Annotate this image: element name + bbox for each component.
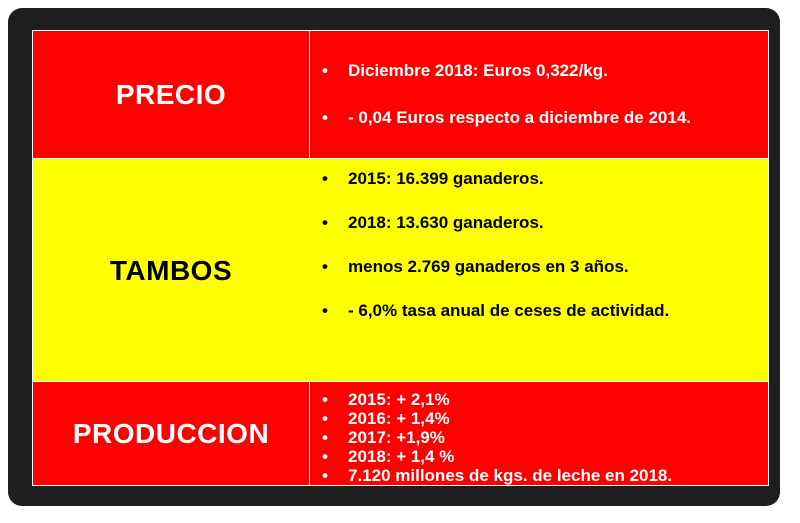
content-tambos — [310, 159, 768, 382]
row-tambos — [33, 159, 768, 382]
bullet-icon: • — [322, 466, 328, 485]
list-item — [322, 447, 758, 466]
bullet-list-produccion — [322, 390, 758, 485]
row-precio — [33, 31, 768, 159]
slide-frame — [8, 8, 780, 506]
list-item — [322, 169, 758, 213]
content-produccion — [310, 382, 768, 485]
bullet-icon: • — [322, 409, 328, 428]
list-item-text: Diciembre 2018: Euros 0,322/kg. — [348, 61, 608, 80]
bullet-icon: • — [322, 169, 328, 188]
list-item-text: - 6,0% tasa anual de ceses de actividad. — [348, 301, 670, 320]
list-item-text: menos 2.769 ganaderos en 3 años. — [348, 257, 629, 276]
list-item — [322, 409, 758, 428]
bullet-icon: • — [322, 390, 328, 409]
label-produccion: PRODUCCION — [33, 382, 310, 485]
list-item — [322, 213, 758, 257]
list-item-text: 7.120 millones de kgs. de leche en 2018. — [348, 466, 673, 485]
label-precio: PRECIO — [33, 31, 310, 159]
list-item-text: - 0,04 Euros respecto a diciembre de 2014. — [348, 108, 691, 127]
bullet-icon: • — [322, 108, 328, 127]
label-tambos: TAMBOS — [33, 159, 310, 382]
list-item-text: 2015: 16.399 ganaderos. — [348, 169, 544, 188]
list-item-text: 2016: + 1,4% — [348, 409, 450, 428]
list-item — [322, 108, 758, 155]
content-precio — [310, 31, 768, 159]
list-item — [322, 257, 758, 301]
list-item — [322, 428, 758, 447]
bullet-icon: • — [322, 428, 328, 447]
list-item — [322, 466, 758, 485]
list-item-text: 2018: + 1,4 % — [348, 447, 455, 466]
list-item — [322, 301, 758, 345]
bullet-list-tambos — [322, 169, 758, 345]
row-produccion — [33, 382, 768, 485]
bullet-icon: • — [322, 213, 328, 232]
bullet-list-precio — [322, 61, 758, 155]
bullet-icon: • — [322, 61, 328, 80]
list-item-text: 2017: +1,9% — [348, 428, 445, 447]
list-item — [322, 61, 758, 108]
summary-table — [32, 30, 769, 486]
bullet-icon: • — [322, 257, 328, 276]
list-item-text: 2015: + 2,1% — [348, 390, 450, 409]
bullet-icon: • — [322, 447, 328, 466]
list-item — [322, 390, 758, 409]
list-item-text: 2018: 13.630 ganaderos. — [348, 213, 544, 232]
bullet-icon: • — [322, 301, 328, 320]
